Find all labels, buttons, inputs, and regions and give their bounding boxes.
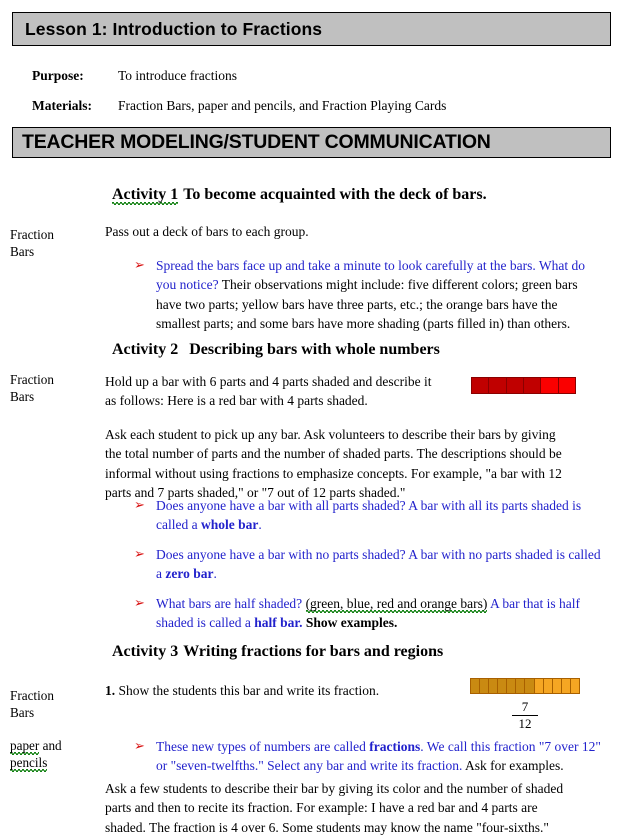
- bar-segment-unshaded: [559, 378, 575, 393]
- bar-segment-unshaded: [535, 679, 544, 693]
- activity-2-intro: Hold up a bar with 6 parts and 4 parts shaded and describe it as follows: Here is a red bar with 4 parts shaded.: [105, 374, 432, 409]
- materials-value: Fraction Bars, paper and pencils, and Fraction Playing Cards: [118, 98, 447, 113]
- activity-2-bullet-1-text: [156, 496, 601, 535]
- fraction-numerator: 7: [521, 699, 529, 714]
- activity-3-heading-prefix: Activity 3: [112, 643, 179, 660]
- activity-3-heading: [112, 643, 443, 661]
- bar-segment-shaded: [471, 679, 480, 693]
- activity-1-bullet-1: [134, 256, 604, 334]
- bar-segment-shaded: [524, 378, 541, 393]
- activity-2-heading: [112, 341, 440, 359]
- purpose-label: Purpose:: [32, 68, 84, 83]
- arrow-bullet-icon: ➢: [134, 498, 145, 513]
- margin-label-line-2: Bars: [10, 704, 35, 720]
- bullet-blue-part: What bars are half shaded?: [156, 596, 306, 611]
- fraction-seven-twelfths: [510, 700, 540, 731]
- bullet-black-parenthetical: (green, blue, red and orange bars): [305, 596, 488, 611]
- bullet-black-part: Their observations might include: five different colors; green bars have two parts; yellow bars have three parts, etc.; the orange bars have the smallest parts; and some bars have more shading (parts filled in) than others.: [156, 277, 578, 332]
- activity-3-heading-rest: Writing fractions for bars and regions: [183, 643, 444, 660]
- bullet-blue-part: These new types of numbers are called: [156, 739, 370, 754]
- bar-segment-shaded: [507, 679, 516, 693]
- margin-label-fraction-bars-3: [10, 688, 106, 721]
- bar-segment-shaded: [489, 679, 498, 693]
- bar-segment-unshaded: [544, 679, 553, 693]
- bar-segment-shaded: [498, 679, 507, 693]
- lesson-title-text: Lesson 1: Introduction to Fractions: [25, 18, 323, 39]
- bullet-black-bold-part: Show examples.: [302, 615, 398, 631]
- fraction-denominator: 12: [518, 716, 532, 731]
- activity-2-heading-prefix: Activity 2: [112, 341, 179, 358]
- materials-label: Materials:: [32, 98, 92, 113]
- bullet-blue-part-2: A bar that is half shaded is called a: [156, 596, 580, 631]
- bar-segment-shaded: [480, 679, 489, 693]
- margin-label-line-1: Fraction: [10, 227, 54, 242]
- margin-label-line-1: Fraction: [10, 688, 54, 703]
- activity-3-bullet-1-text: [156, 737, 604, 776]
- margin-label-line-1: Fraction: [10, 372, 54, 387]
- bar-segment-shaded: [516, 679, 525, 693]
- margin-label-line-1b: and: [39, 738, 62, 753]
- activity-2-bullet-2-text: [156, 545, 601, 584]
- bar-segment-unshaded: [553, 679, 562, 693]
- bar-segment-shaded: [489, 378, 506, 393]
- bar-segment-shaded: [472, 378, 489, 393]
- bullet-blue-part: Does anyone have a bar with all parts shaded? A bar with all its parts shaded is called a: [156, 498, 582, 533]
- margin-label-line-2: Bars: [10, 243, 35, 259]
- orange-fraction-bar: [470, 678, 580, 694]
- bullet-bold-term: zero bar: [165, 566, 214, 582]
- purpose-row: [32, 68, 237, 84]
- bullet-blue-part: Does anyone have a bar with no parts shaded? A bar with no parts shaded is called a: [156, 547, 601, 582]
- activity-1-heading-prefix: Activity 1: [112, 186, 179, 203]
- activity-2-bullet-3-text: [156, 594, 604, 633]
- activity-2-bullet-1: [134, 496, 604, 535]
- margin-label-line-2: Bars: [10, 388, 35, 404]
- activity-1-bullet-1-text: [156, 256, 601, 334]
- section-heading-text: TEACHER MODELING/STUDENT COMMUNICATION: [22, 131, 491, 153]
- bullet-blue-part: Spread the bars face up and take a minute to look carefully at the bars. What do you notice?: [156, 258, 585, 293]
- activity-2-bullet-3: [134, 594, 604, 633]
- materials-row: [32, 98, 446, 114]
- arrow-bullet-icon: ➢: [134, 547, 145, 562]
- activity-3-item-1: [105, 681, 445, 700]
- bar-segment-unshaded: [562, 679, 571, 693]
- bullet-blue-part-2: .: [258, 517, 262, 533]
- activity-1-heading-rest: To become acquainted with the deck of bars.: [183, 186, 487, 203]
- bullet-blue-part-2: . We call this fraction "7 over 12" or "seven-twelfths." Select any bar and write its fraction.: [156, 739, 601, 774]
- red-fraction-bar: [471, 377, 576, 394]
- activity-2-bullet-2: [134, 545, 604, 584]
- activity-2-body: Ask each student to pick up any bar. Ask volunteers to describe their bars by giving the total number of parts and the number of shaded parts. The descriptions should be informal without using fractions to emphasize concepts. For example, "a bar with 12 parts and 7 parts shaded," or "7 out of 12 parts shaded.": [105, 427, 562, 501]
- bar-segment-unshaded: [571, 679, 579, 693]
- margin-label-line-2: pencils: [10, 754, 48, 770]
- activity-2-heading-rest: Describing bars with whole numbers: [189, 341, 440, 358]
- arrow-bullet-icon: ➢: [134, 739, 145, 754]
- purpose-value: To introduce fractions: [118, 68, 238, 83]
- bullet-blue-part-2: .: [213, 566, 217, 582]
- margin-label-fraction-bars-1: [10, 227, 106, 260]
- margin-label-paper-pencils: [10, 738, 106, 771]
- lesson-title-banner: [12, 12, 611, 46]
- activity-1-intro: Pass out a deck of bars to each group.: [105, 224, 309, 239]
- activity-3-closing: Ask a few students to describe their bar by giving its color and the number of shaded parts and then to recite its fraction. For example: I have a red bar and 4 parts are shaded. The fraction is 4 over 6. Some students may know the name "four-sixths.": [105, 781, 564, 835]
- activity-1-heading: [112, 186, 487, 204]
- activity-3-item-text: Show the students this bar and write its fraction.: [115, 683, 380, 698]
- margin-label-fraction-bars-2: [10, 372, 106, 405]
- bullet-bold-term: half bar.: [254, 615, 303, 631]
- section-heading-banner: [12, 127, 611, 158]
- arrow-bullet-icon: ➢: [134, 596, 145, 611]
- margin-label-line-1: paper: [10, 738, 40, 753]
- arrow-bullet-icon: ➢: [134, 258, 145, 273]
- bar-segment-shaded: [507, 378, 524, 393]
- bullet-bold-term: fractions: [369, 739, 421, 754]
- bar-segment-shaded: [525, 679, 534, 693]
- activity-3-bullet-1: [134, 737, 604, 776]
- activity-3-item-number: 1.: [105, 683, 116, 698]
- bullet-black-part: Ask for examples.: [462, 758, 564, 774]
- bullet-bold-term: whole bar: [200, 517, 259, 533]
- bar-segment-unshaded: [541, 378, 558, 393]
